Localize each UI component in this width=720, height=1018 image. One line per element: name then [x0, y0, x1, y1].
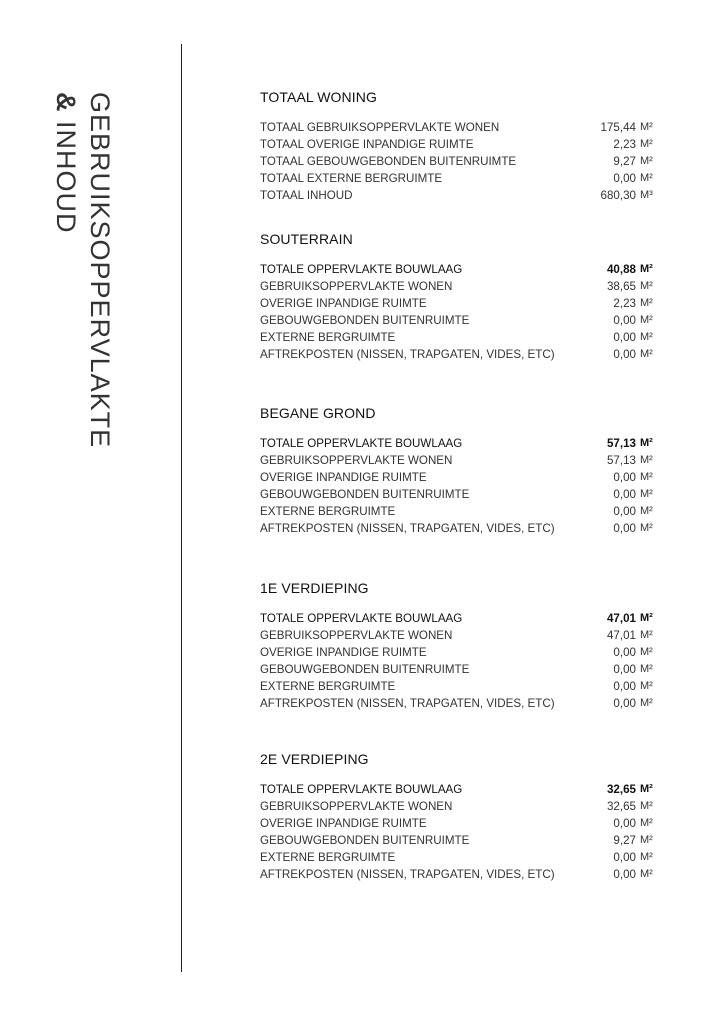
row-value: 0,00 [613, 522, 636, 535]
row-value: 0,00 [613, 471, 636, 484]
row-unit: M² [640, 522, 653, 534]
row-label: OVERIGE INPANDIGE RUIMTE [260, 817, 427, 830]
table-row [260, 469, 660, 486]
vertical-divider [181, 44, 182, 972]
row-value: 0,00 [613, 646, 636, 659]
row-label: TOTALE OPPERVLAKTE BOUWLAAG [260, 263, 463, 276]
table-row [260, 261, 660, 278]
ampersand: & [51, 92, 81, 113]
row-unit: M² [640, 629, 653, 641]
row-label: TOTALE OPPERVLAKTE BOUWLAAG [260, 783, 463, 796]
row-unit: M² [640, 454, 653, 466]
side-title-line2-text: INHOUD [51, 112, 81, 234]
row-label: GEBRUIKSOPPERVLAKTE WONEN [260, 800, 453, 813]
table-row [260, 312, 660, 329]
row-unit: M² [640, 263, 653, 275]
row-label: AFTREKPOSTEN (NISSEN, TRAPGATEN, VIDES, ETC) [260, 522, 555, 535]
row-value: 40,88 [606, 263, 636, 276]
row-value: 9,27 [613, 155, 636, 168]
table-row [260, 119, 660, 136]
row-value: 0,00 [613, 348, 636, 361]
table-row [260, 295, 660, 312]
row-unit: M² [640, 783, 653, 795]
row-value: 0,00 [613, 817, 636, 830]
row-value: 47,01 [606, 612, 636, 625]
row-unit: M² [640, 138, 653, 150]
row-unit: M² [640, 331, 653, 343]
row-label: GEBOUWGEBONDEN BUITENRUIMTE [260, 488, 470, 501]
table-row [260, 153, 660, 170]
row-label: EXTERNE BERGRUIMTE [260, 851, 396, 864]
row-label: AFTREKPOSTEN (NISSEN, TRAPGATEN, VIDES, ETC) [260, 697, 555, 710]
row-value: 0,00 [613, 314, 636, 327]
table-row [260, 170, 660, 187]
row-unit: M² [640, 488, 653, 500]
side-title-line2 [52, 92, 79, 234]
row-unit: M² [640, 612, 653, 624]
row-unit: M² [640, 663, 653, 675]
row-value: 0,00 [613, 331, 636, 344]
row-unit: M² [640, 851, 653, 863]
row-value: 0,00 [613, 868, 636, 881]
section [260, 88, 660, 204]
table-row [260, 661, 660, 678]
row-unit: M³ [640, 189, 653, 201]
row-label: GEBOUWGEBONDEN BUITENRUIMTE [260, 663, 470, 676]
row-unit: M² [640, 800, 653, 812]
row-label: EXTERNE BERGRUIMTE [260, 505, 396, 518]
row-label: GEBOUWGEBONDEN BUITENRUIMTE [260, 834, 470, 847]
row-label: EXTERNE BERGRUIMTE [260, 680, 396, 693]
row-unit: M² [640, 697, 653, 709]
row-unit: M² [640, 437, 653, 449]
row-label: OVERIGE INPANDIGE RUIMTE [260, 471, 427, 484]
row-value: 0,00 [613, 663, 636, 676]
section-title: BEGANE GROND [260, 405, 376, 421]
table-row [260, 678, 660, 695]
row-label: GEBRUIKSOPPERVLAKTE WONEN [260, 454, 453, 467]
row-value: 38,65 [606, 280, 636, 293]
table-row [260, 866, 660, 883]
row-value: 0,00 [613, 505, 636, 518]
table-row [260, 610, 660, 627]
table-row [260, 815, 660, 832]
row-label: TOTALE OPPERVLAKTE BOUWLAAG [260, 437, 463, 450]
row-value: 32,65 [606, 800, 636, 813]
table-row [260, 503, 660, 520]
row-label: TOTALE OPPERVLAKTE BOUWLAAG [260, 612, 463, 625]
table-row [260, 278, 660, 295]
row-label: OVERIGE INPANDIGE RUIMTE [260, 297, 427, 310]
row-unit: M² [640, 471, 653, 483]
row-unit: M² [640, 348, 653, 360]
table-row [260, 520, 660, 537]
section-title: SOUTERRAIN [260, 231, 353, 247]
row-unit: M² [640, 834, 653, 846]
row-unit: M² [640, 505, 653, 517]
row-value: 57,13 [606, 454, 636, 467]
row-value: 680,30 [600, 189, 636, 202]
row-value: 9,27 [613, 834, 636, 847]
row-label: GEBOUWGEBONDEN BUITENRUIMTE [260, 314, 470, 327]
row-value: 2,23 [613, 297, 636, 310]
row-value: 0,00 [613, 697, 636, 710]
row-value: 57,13 [606, 437, 636, 450]
side-title-line1: GEBRUIKSOPPERVLAKTE [85, 92, 115, 449]
section [260, 579, 660, 712]
row-unit: M² [640, 121, 653, 133]
row-label: TOTAAL GEBOUWGEBONDEN BUITENRUIMTE [260, 155, 517, 168]
row-unit: M² [640, 817, 653, 829]
table-row [260, 781, 660, 798]
table-row [260, 346, 660, 363]
row-unit: M² [640, 646, 653, 658]
table-row [260, 832, 660, 849]
table-row [260, 627, 660, 644]
row-unit: M² [640, 280, 653, 292]
row-value: 0,00 [613, 488, 636, 501]
table-row [260, 435, 660, 452]
table-row [260, 452, 660, 469]
table-row [260, 644, 660, 661]
page-side-title [51, 92, 122, 449]
table-row [260, 695, 660, 712]
row-unit: M² [640, 155, 653, 167]
row-value: 2,23 [613, 138, 636, 151]
table-row [260, 329, 660, 346]
row-value: 0,00 [613, 851, 636, 864]
row-value: 0,00 [613, 172, 636, 185]
table-row [260, 849, 660, 866]
row-value: 0,00 [613, 680, 636, 693]
section [260, 750, 660, 883]
row-label: TOTAAL OVERIGE INPANDIGE RUIMTE [260, 138, 474, 151]
section-title: TOTAAL WONING [260, 89, 377, 105]
row-unit: M² [640, 172, 653, 184]
row-label: TOTAAL INHOUD [260, 189, 353, 202]
row-label: GEBRUIKSOPPERVLAKTE WONEN [260, 280, 453, 293]
row-value: 47,01 [606, 629, 636, 642]
table-row [260, 486, 660, 503]
row-label: EXTERNE BERGRUIMTE [260, 331, 396, 344]
section-title: 1E VERDIEPING [260, 580, 369, 596]
row-unit: M² [640, 297, 653, 309]
row-label: TOTAAL EXTERNE BERGRUIMTE [260, 172, 443, 185]
table-row [260, 187, 660, 204]
row-value: 175,44 [600, 121, 636, 134]
table-row [260, 136, 660, 153]
row-unit: M² [640, 868, 653, 880]
row-value: 32,65 [606, 783, 636, 796]
row-unit: M² [640, 314, 653, 326]
row-unit: M² [640, 680, 653, 692]
section [260, 230, 660, 363]
row-label: AFTREKPOSTEN (NISSEN, TRAPGATEN, VIDES, ETC) [260, 868, 555, 881]
row-label: TOTAAL GEBRUIKSOPPERVLAKTE WONEN [260, 121, 500, 134]
row-label: AFTREKPOSTEN (NISSEN, TRAPGATEN, VIDES, ETC) [260, 348, 555, 361]
row-label: GEBRUIKSOPPERVLAKTE WONEN [260, 629, 453, 642]
table-row [260, 798, 660, 815]
section-title: 2E VERDIEPING [260, 751, 369, 767]
row-label: OVERIGE INPANDIGE RUIMTE [260, 646, 427, 659]
section [260, 404, 660, 537]
